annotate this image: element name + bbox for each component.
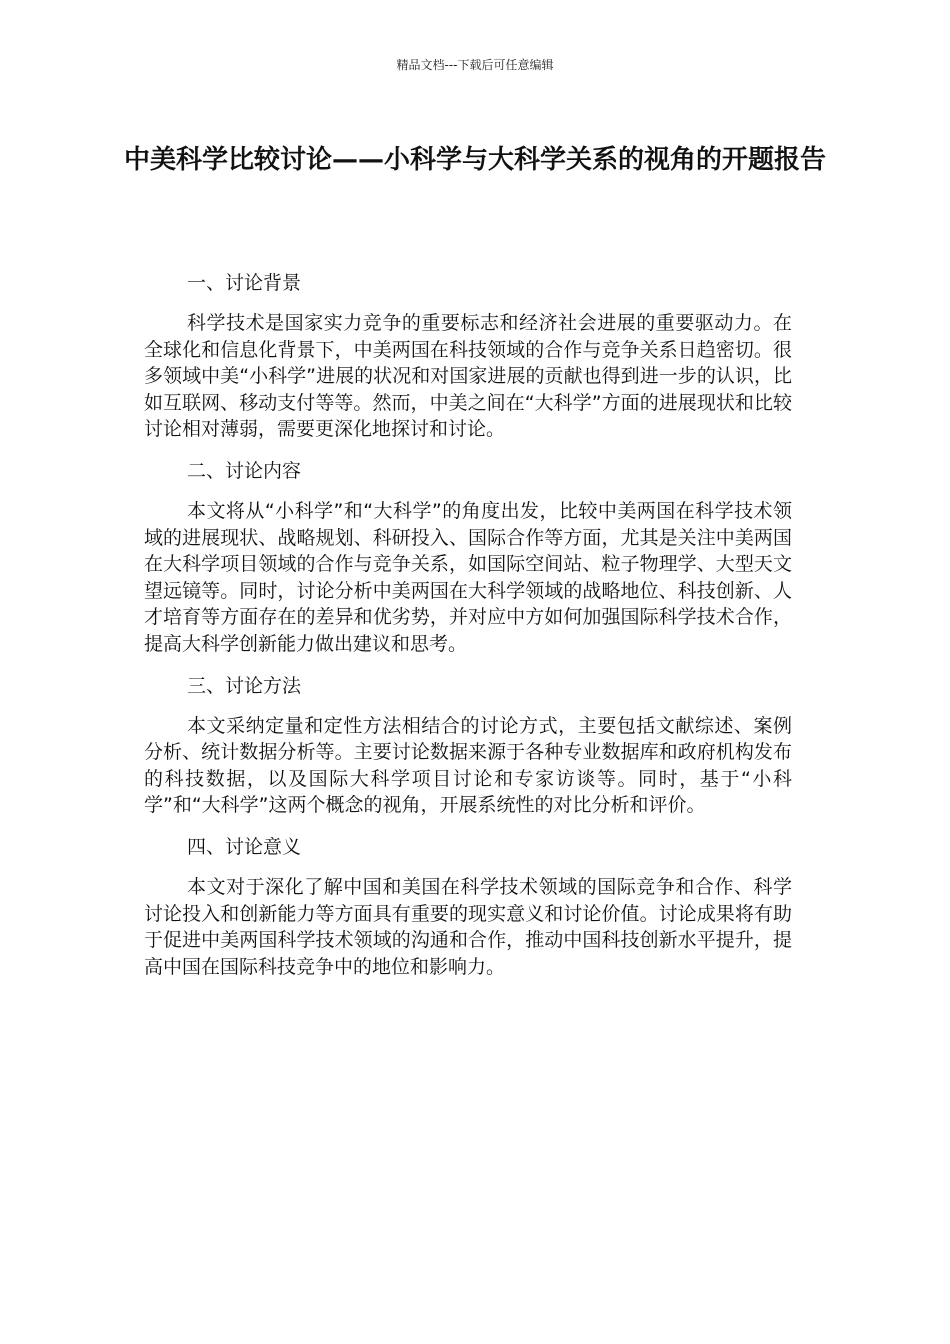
- document-body: [144, 268, 792, 993]
- section-method: [144, 671, 792, 819]
- section-heading: 一、讨论背景: [187, 272, 302, 294]
- section-heading: 四、讨论意义: [187, 835, 302, 858]
- section-content: [144, 456, 792, 658]
- section-paragraph: 本文对于深化了解中国和美国在科学技术领域的国际竞争和合作、科学讨论投入和创新能力等方面具有重要的现实意义和讨论价值。讨论成果将有助于促进中美两国科学技术领域的沟通和合作，推动中国科技创新水平提升，提高中国在国际科技竞争中的地位和影响力。: [144, 875, 792, 978]
- section-heading: 二、讨论内容: [187, 459, 302, 482]
- section-paragraph: 本文将从“小科学”和“大科学”的角度出发，比较中美两国在科学技术领域的进展现状、战略规划、科研投入、国际合作等方面，尤其是关注中美两国在大科学项目领域的合作与竞争关系，如国际空间站、粒子物理学、大型天文望远镜等。同时，讨论分析中美两国在大科学领域的战略地位、科技创新、人才培育等方面存在的差异和优劣势，并对应中方如何加强国际科学技术合作，提高大科学创新能力做出建议和思考。: [144, 499, 792, 655]
- section-paragraph: 科学技术是国家实力竞争的重要标志和经济社会进展的重要驱动力。在全球化和信息化背景下，中美两国在科技领域的合作与竞争关系日趋密切。很多领域中美“小科学”进展的状况和对国家进展的贡献也得到进一步的认识，比如互联网、移动支付等等。然而，中美之间在“大科学”方面的进展现状和比较讨论相对薄弱，需要更深化地探讨和讨论。: [144, 312, 792, 441]
- section-background: [144, 268, 792, 443]
- section-paragraph: 本文采纳定量和定性方法相结合的讨论方式，主要包括文献综述、案例分析、统计数据分析等。主要讨论数据来源于各种专业数据库和政府机构发布的科技数据，以及国际大科学项目讨论和专家访谈等。同时，基于“小科学”和“大科学”这两个概念的视角，开展系统性的对比分析和评价。: [144, 714, 792, 817]
- section-heading: 三、讨论方法: [187, 674, 302, 697]
- header-note: 精品文档---下载后可任意编辑: [396, 58, 554, 72]
- document-title: 中美科学比较讨论——小科学与大科学关系的视角的开题报告: [123, 145, 826, 175]
- section-significance: [144, 832, 792, 980]
